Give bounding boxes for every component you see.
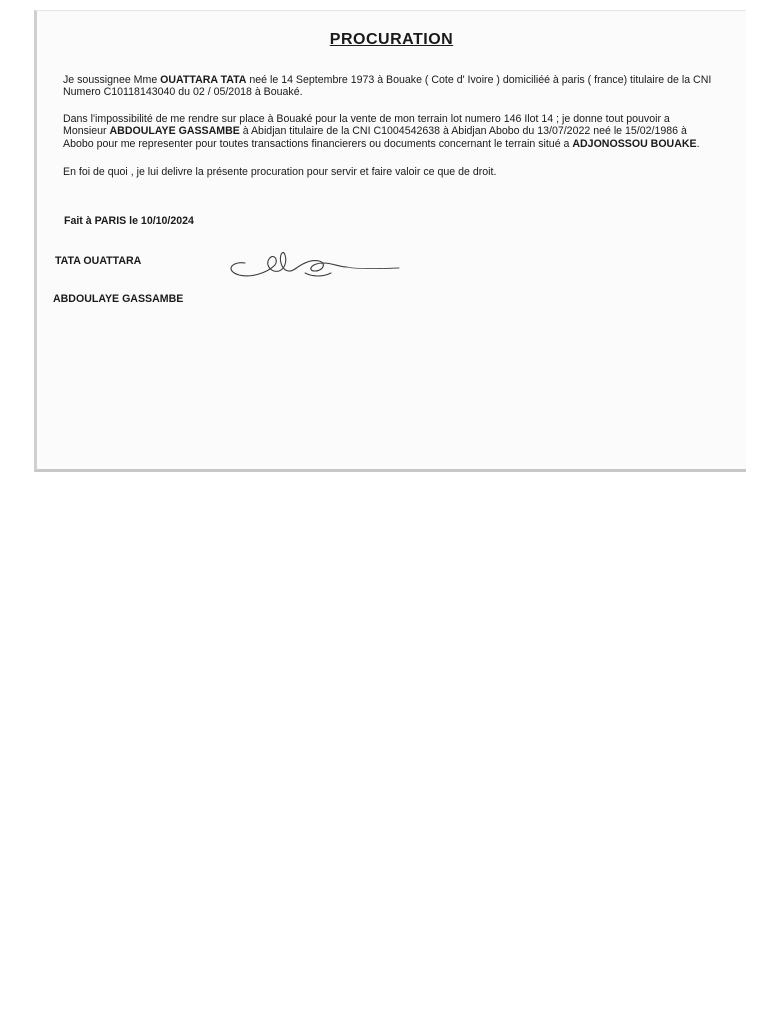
paragraph-closing: En foi de quoi , je lui delivre la présente procuration pour servir et faire valoir ce que de droit. — [63, 166, 497, 178]
text-run-bold: OUATTARA TATA — [160, 74, 247, 86]
scanned-document — [34, 10, 746, 472]
paragraph-identity — [63, 74, 713, 99]
text-run: . — [696, 137, 700, 150]
text-run-bold: ABDOULAYE GASSAMBE — [109, 125, 240, 138]
handwritten-signature — [223, 245, 403, 279]
text-run: Je soussignee Mme — [63, 74, 161, 86]
document-title: PROCURATION — [329, 31, 454, 48]
text-run: neé le 14 Septembre 1973 à Bouake ( Cote d' Ivoire ) domiciliéé à paris ( france) titulaire de la CNI Numero C10118143040 du 02 / 05/2018 à Bouaké. — [63, 74, 712, 99]
paragraph-mandate — [63, 113, 713, 150]
signatory-name-1: TATA OUATTARA — [55, 255, 142, 267]
signatory-name-2: ABDOULAYE GASSAMBE — [53, 293, 184, 305]
text-run: à Abidjan titulaire de la CNI C1004542638 à Abidjan Abobo du 13/07/2022 neé le 15/02/1986 à Abobo pour me representer pour toutes transactions financierers ou documents concernant le terrain situé a — [63, 125, 687, 150]
text-run-bold: ADJONOSSOU BOUAKE — [572, 137, 697, 150]
place-date: Fait à PARIS le 10/10/2024 — [64, 215, 194, 227]
text-run: Dans l'impossibilité de me rendre sur place à Bouaké pour la vente de mon terrain lot numero 146 Ilot 14 ; je donne tout pouvoir a Monsieur — [63, 113, 670, 138]
